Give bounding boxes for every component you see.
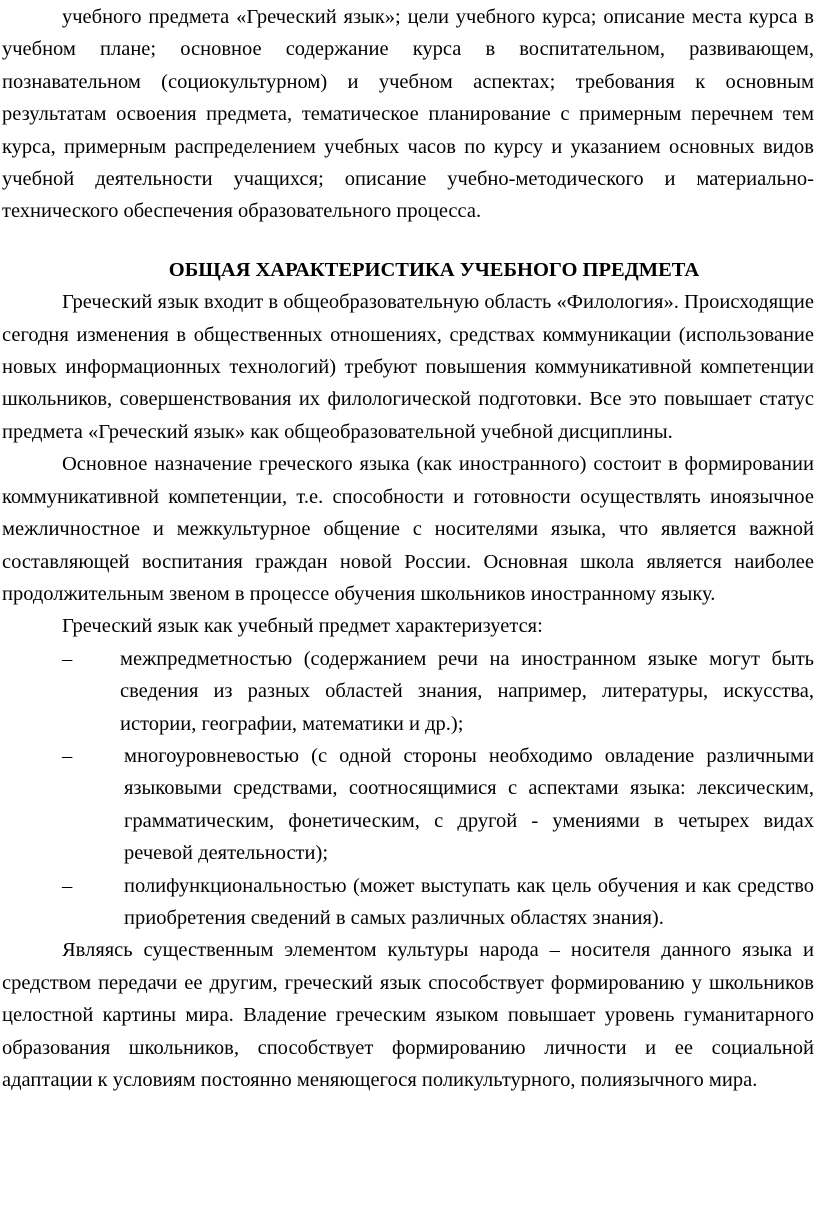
section-heading: ОБЩАЯ ХАРАКТЕРИСТИКА УЧЕБНОГО ПРЕДМЕТА <box>168 258 700 281</box>
list-intro: Греческий язык как учебный предмет характеризуется: <box>62 615 543 638</box>
list-item <box>2 740 814 870</box>
paragraph-philology: Греческий язык входит в общеобразовательную область «Филология». Происходящие сегодня изменения в общественных отношениях, средствах коммуникации (использование новых информационных технологий) требуют повышения коммуникативной компетенции школьников, совершенствования их филологической подготовки. Все это повышает статус предмета «Греческий язык» как общеобразовательной учебной дисциплины. <box>2 291 814 443</box>
list-item-text: многоуровневостью (с одной стороны необходимо овладение различными языковыми средствами, соотносящимися с аспектами языка: лексическим, грамматическим, фонетическим, с другой - умениями в четырех видах речевой деятельности); <box>124 744 814 865</box>
list-item-text: полифункциональностью (может выступать как цель обучения и как средство приобретения сведений в самых различных областях знания). <box>124 874 814 929</box>
list-dash: – <box>62 744 73 767</box>
document-page <box>0 1 816 1231</box>
list-item-text: межпредметностью (содержанием речи на иностранном языке могут быть сведения из разных областей знания, например, литературы, искусства, истории, географии, математики и др.); <box>120 647 814 735</box>
list-item <box>2 643 814 740</box>
paragraph-purpose: Основное назначение греческого языка (как иностранного) состоит в формировании коммуникативной компетенции, т.е. способности и готовности осуществлять иноязычное межличностное и межкультурное общение с носителями языка, что является важной составляющей воспитания граждан новой России. Основная школа является наиболее продолжительным звеном в процессе обучения школьников иностранному языку. <box>2 453 814 605</box>
paragraph-culture: Являясь существенным элементом культуры народа – носителя данного языка и средством передачи ее другим, греческий язык способствует формированию у школьников целостной картины мира. Владение греческим языком повышает уровень гуманитарного образования школьников, способствует формированию личности и ее социальной адаптации к условиям постоянно меняющегося поликультурного, полиязычного мира. <box>2 939 814 1091</box>
characteristics-list <box>2 643 814 935</box>
list-dash: – <box>62 647 73 670</box>
list-item <box>2 870 814 935</box>
list-dash: – <box>62 874 73 897</box>
intro-paragraph: учебного предмета «Греческий язык»; цели учебного курса; описание места курса в учебном плане; основное содержание курса в воспитательном, развивающем, познавательном (социокультурном) и учебном аспектах; требования к основным результатам освоения предмета, тематическое планирование с примерным перечнем тем курса, примерным распределением учебных часов по курсу и указанием основных видов учебной деятельности учащихся; описание учебно-методического и материально-технического обеспечения образовательного процесса. <box>2 6 814 223</box>
